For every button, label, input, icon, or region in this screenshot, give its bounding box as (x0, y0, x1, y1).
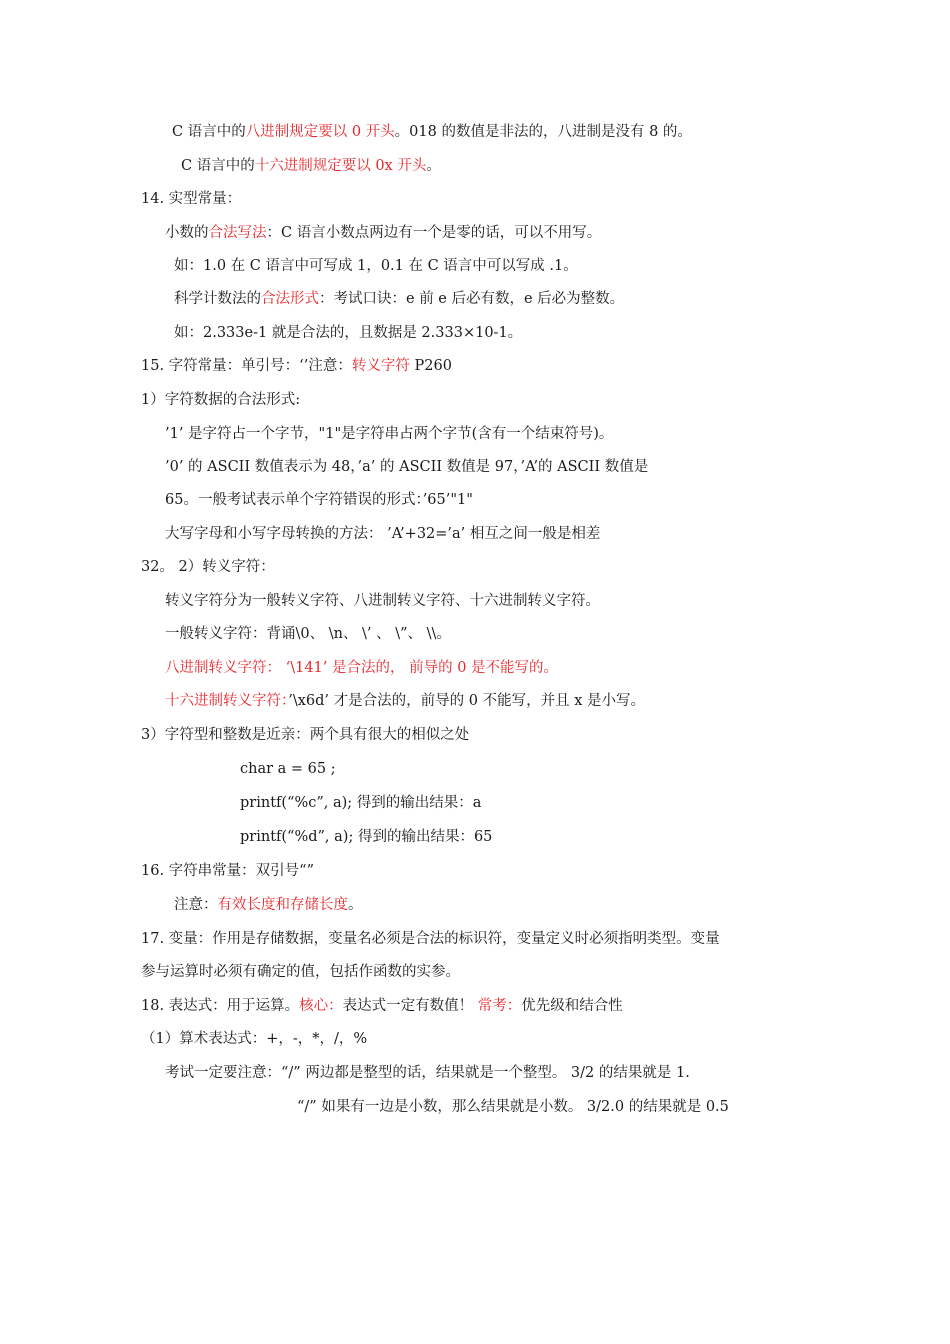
line-scientific-rule: 科学计数法的合法形式：考试口诀：e 前 e 后必有数，e 后必为整数。 (174, 291, 625, 307)
highlight-legal-form: 合法形式 (261, 291, 319, 307)
line-decimal-example: 如：1.0 在 C 语言中可写成 1，0.1 在 C 语言中可以写成 .1。 (174, 258, 578, 274)
line-case-conversion: 大写字母和小写字母转换的方法： ’A’+32=’a’ 相互之间一般是相差 (165, 526, 601, 542)
highlight-legal-writing: 合法写法 (208, 225, 267, 241)
line-char-error-form: 65。一般考试表示单个字符错误的形式：’65’"1" (165, 492, 473, 508)
line-hex-rule: C 语言中的十六进制规定要以 0x 开头。 (181, 158, 441, 174)
code-line-2: printf(“%c”, a); 得到的输出结果：a (240, 795, 482, 811)
line-scientific-example: 如：2.333e-1 就是合法的，且数据是 2.333×10-1。 (174, 325, 523, 341)
line-division-float: “/” 如果有一边是小数，那么结果就是小数。 3/2.0 的结果就是 0.5 (297, 1099, 729, 1115)
line-octal-rule: C 语言中的八进制规定要以 0 开头。018 的数值是非法的，八进制是没有 8 的。 (172, 124, 692, 140)
heading-14: 14. 实型常量： (141, 191, 242, 207)
line-octal-escape: 八进制转义字符： ‘\141’ 是合法的， 前导的 0 是不能写的。 (165, 660, 559, 676)
highlight-common-exam: 常考： (477, 998, 522, 1014)
heading-16: 16. 字符串常量：双引号“” (141, 863, 314, 879)
line-hex-escape: 十六进制转义字符：’\x6d’ 才是合法的，前导的 0 不能写，并且 x 是小写。 (165, 693, 645, 709)
subheading-char-form: 1）字符数据的合法形式: (141, 392, 301, 408)
code-line-1: char a = 65 ; (240, 761, 336, 777)
line-general-escape: 一般转义字符：背诵\0、 \n、 \’ 、 \”、 \\。 (165, 626, 451, 642)
line-ascii-values: ’0’ 的 ASCII 数值表示为 48，’a’ 的 ASCII 数值是 97，’A’的 ASCII 数值是 (165, 459, 649, 475)
highlight-length: 有效长度和存储长度 (217, 897, 348, 913)
line-division-int: 考试一定要注意：“/” 两边都是整型的话，结果就是一个整型。 3/2 的结果就是 1. (165, 1065, 690, 1081)
subheading-arithmetic: （1）算术表达式：+，-，*，/，% (141, 1031, 368, 1047)
highlight-core: 核心： (299, 998, 343, 1014)
subheading-char-int: 3）字符型和整数是近亲：两个具有很大的相似之处 (141, 727, 470, 743)
line-decimal-rule: 小数的合法写法：C 语言小数点两边有一个是零的话，可以不用写。 (165, 225, 602, 241)
line-variable-cont: 参与运算时必须有确定的值，包括作函数的实参。 (141, 964, 460, 980)
heading-18: 18. 表达式：用于运算。核心：表达式一定有数值！ 常考：优先级和结合性 (141, 998, 623, 1014)
highlight-hex-escape: 十六进制转义字符： (165, 693, 289, 709)
code-line-3: printf(“%d”, a); 得到的输出结果：65 (240, 829, 493, 845)
line-string-note: 注意：有效长度和存储长度。 (174, 897, 363, 913)
subheading-escape: 32。 2）转义字符： (141, 559, 275, 575)
line-escape-types: 转义字符分为一般转义字符、八进制转义字符、十六进制转义字符。 (165, 593, 600, 609)
heading-17: 17. 变量：作用是存储数据，变量名必须是合法的标识符，变量定义时必须指明类型。变量 (141, 931, 720, 947)
highlight-escape-char: 转义字符 (351, 358, 410, 374)
line-char-vs-string: ’1’ 是字符占一个字节，"1"是字符串占两个字节(含有一个结束符号)。 (165, 426, 614, 442)
highlight-octal: 八进制规定要以 0 开头 (245, 124, 395, 140)
highlight-hex: 十六进制规定要以 0x 开头 (254, 158, 427, 174)
heading-15: 15. 字符常量：单引号：‘’注意：转义字符 P260 (141, 358, 452, 374)
